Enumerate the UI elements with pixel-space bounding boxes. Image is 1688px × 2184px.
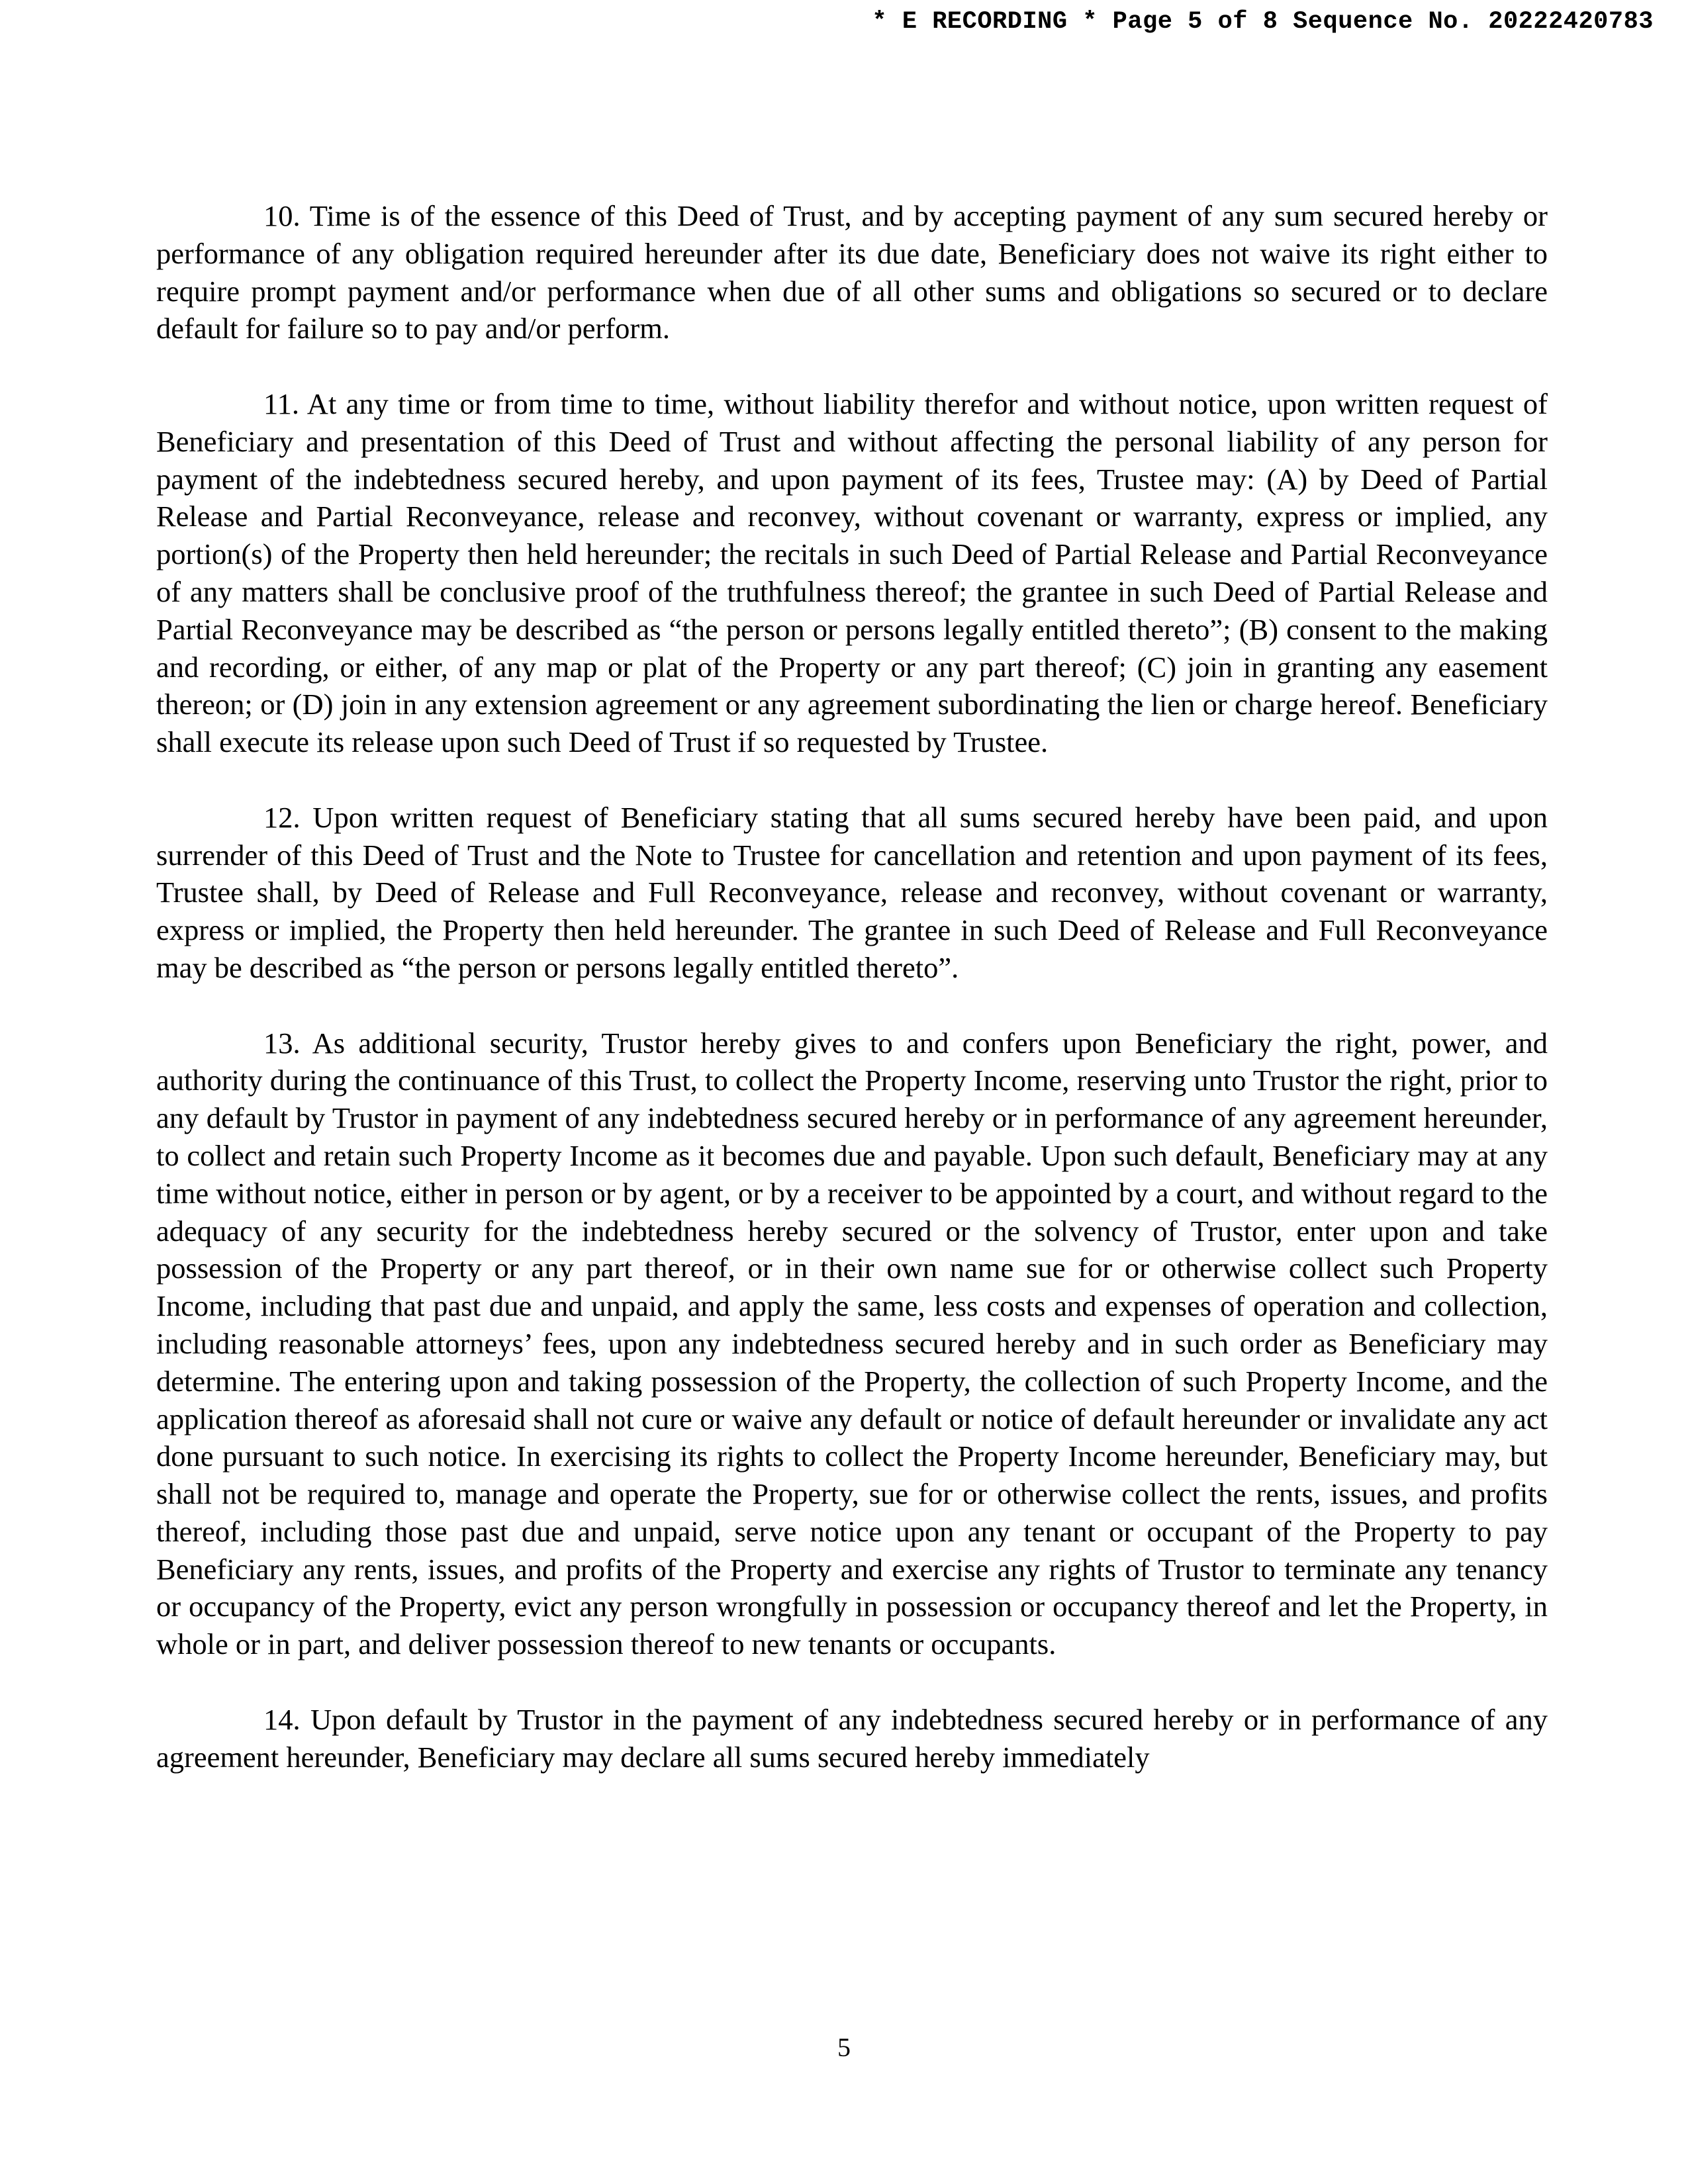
paragraph-11: 11. At any time or from time to time, without liability therefor and without notice, upon written request of Beneficiary and presentation of this Deed of Trust and without affecting the personal liability of any person for payment of the indebtedness secured hereby, and upon payment of its fees, Trustee may: (A) by Deed of Partial Release and Partial Reconveyance, release and reconvey, without covenant or warranty, express or implied, any portion(s) of the Property then held hereunder; the recitals in such Deed of Partial Release and Partial Reconveyance of any matters shall be conclusive proof of the truthfulness thereof; the grantee in such Deed of Partial Release and Partial Reconveyance may be described as “the person or persons legally entitled thereto”; (B) consent to the making and recording, or either, of any map or plat of the Property or any part thereof; (C) join in granting any easement thereon; or (D) join in any extension agreement or any agreement subordinating the lien or charge hereof. Beneficiary shall execute its release upon such Deed of Trust if so requested by Trustee.	[156, 387, 1548, 759]
paragraph-14: 14. Upon default by Trustor in the payment of any indebtedness secured hereby or in performance of any agreement hereunder, Beneficiary may declare all sums secured hereby immediately	[156, 1702, 1548, 1774]
document-body	[156, 197, 1548, 1813]
page-number: 5	[837, 2032, 851, 2062]
recording-stamp-header: * E RECORDING * Page 5 of 8 Sequence No. 20222420783	[872, 8, 1654, 36]
paragraph-10: 10. Time is of the essence of this Deed of Trust, and by accepting payment of any sum secured hereby or performance of any obligation required hereunder after its due date, Beneficiary does not waive its right either to require prompt payment and/or performance when due of all other sums and obligations so secured or to declare default for failure so to pay and/or perform.	[156, 199, 1548, 345]
paragraph-12: 12. Upon written request of Beneficiary stating that all sums secured hereby have been paid, and upon surrender of this Deed of Trust and the Note to Trustee for cancellation and retention and upon payment of its fees, Trustee shall, by Deed of Release and Full Reconveyance, release and reconvey, without covenant or warranty, express or implied, the Property then held hereunder. The grantee in such Deed of Release and Full Reconveyance may be described as “the person or persons legally entitled thereto”.	[156, 800, 1548, 984]
paragraph-13: 13. As additional security, Trustor hereby gives to and confers upon Beneficiary the right, power, and authority during the continuance of this Trust, to collect the Property Income, reserving unto Trustor the right, prior to any default by Trustor in payment of any indebtedness secured hereby or in performance of any agreement hereunder, to collect and retain such Property Income as it becomes due and payable. Upon such default, Beneficiary may at any time without notice, either in person or by agent, or by a receiver to be appointed by a court, and without regard to the adequacy of any security for the indebtedness hereby secured or the solvency of Trustor, enter upon and take possession of the Property or any part thereof, or in their own name sue for or otherwise collect such Property Income, including that past due and unpaid, and apply the same, less costs and expenses of operation and collection, including reasonable attorneys’ fees, upon any indebtedness secured hereby and in such order as Beneficiary may determine. The entering upon and taking possession of the Property, the collection of such Property Income, and the application thereof as aforesaid shall not cure or waive any default or notice of default hereunder or invalidate any act done pursuant to such notice. In exercising its rights to collect the Property Income hereunder, Beneficiary may, but shall not be required to, manage and operate the Property, sue for or otherwise collect the rents, issues, and profits thereof, including those past due and unpaid, serve notice upon any tenant or occupant of the Property to pay Beneficiary any rents, issues, and profits of the Property and exercise any rights of Trustor to terminate any tenancy or occupancy of the Property, evict any person wrongfully in possession or occupancy thereof and let the Property, in whole or in part, and deliver possession thereof to new tenants or occupants.	[156, 1026, 1548, 1661]
